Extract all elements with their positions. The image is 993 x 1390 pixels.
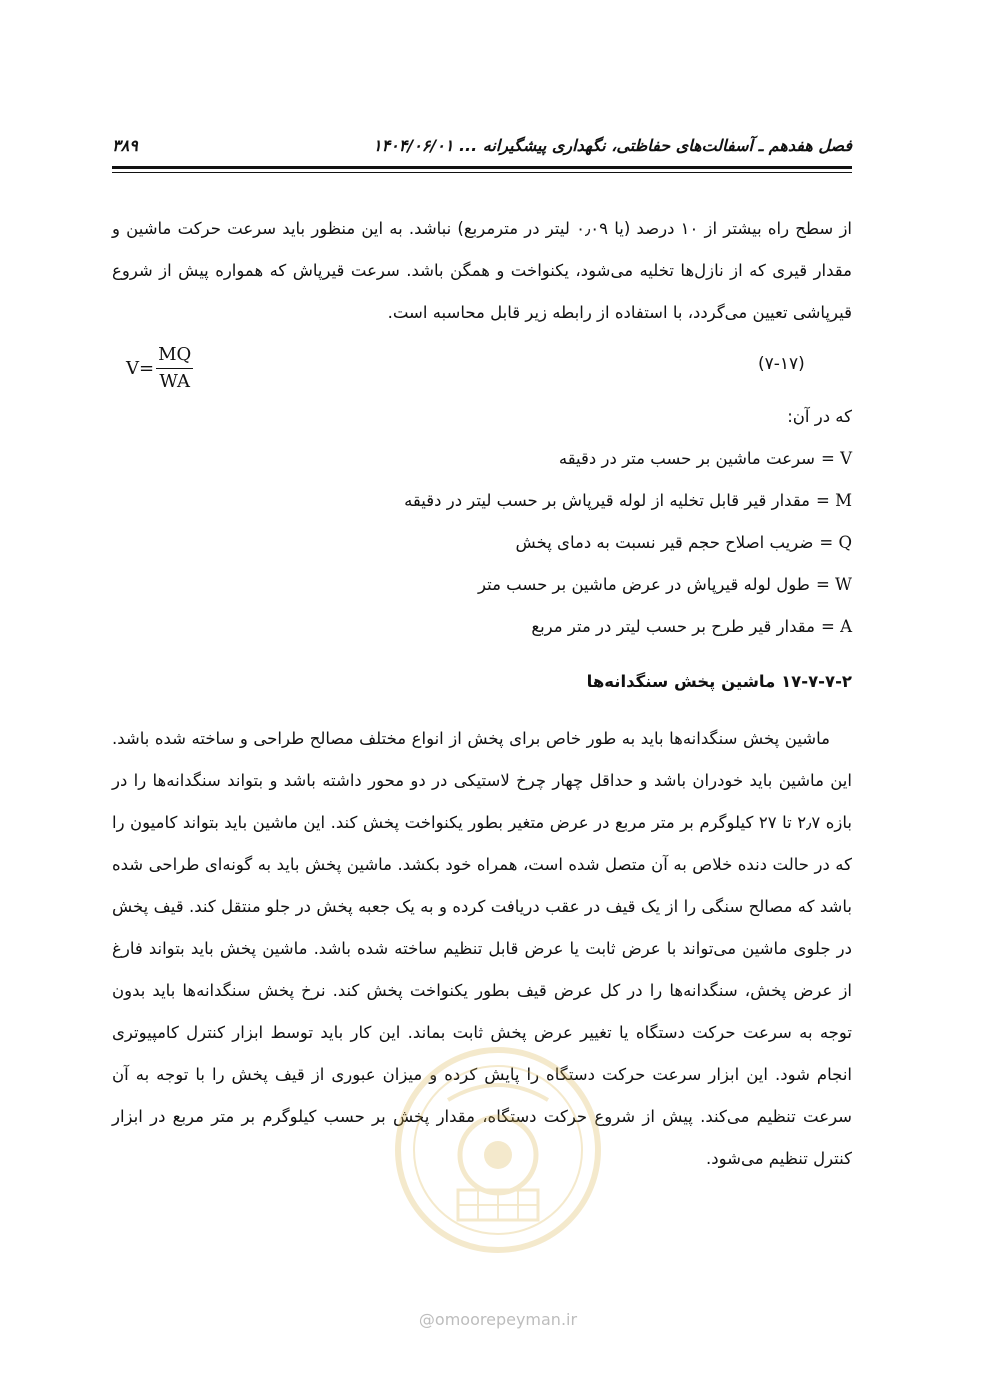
definition-text: سرعت ماشین بر حسب متر در دقیقه (558, 449, 815, 468)
definition-symbol: M = (816, 491, 852, 510)
definition-item (404, 438, 852, 480)
definition-item (404, 522, 852, 564)
definitions-list (404, 396, 852, 648)
definition-item (404, 480, 852, 522)
definition-symbol: A = (821, 617, 852, 636)
page-number: ۳۸۹ (112, 135, 138, 155)
definition-text: مقدار قیر قابل تخلیه از لوله قیرپاش بر حسب لیتر در دقیقه (404, 491, 811, 510)
watermark-seal-icon (388, 1040, 608, 1260)
definition-item (404, 564, 852, 606)
definitions-intro: که در آن: (787, 407, 852, 426)
paragraph-1 (112, 208, 852, 334)
equation-denominator: WA (159, 371, 190, 392)
definition-item (404, 606, 852, 648)
definition-text: طول لوله قیرپاش در عرض ماشین بر حسب متر (478, 575, 810, 594)
equation (126, 344, 193, 393)
equation-number: (۷-۱۷) (758, 354, 805, 374)
header-rule-thin (112, 172, 852, 173)
equation-fraction (156, 344, 193, 393)
section-heading: ۱۷-۷-۷-۲ ماشین پخش سنگدانه‌ها (586, 672, 852, 691)
watermark-text: @omoorepeyman.ir (418, 1310, 578, 1329)
definition-symbol: Q = (819, 533, 852, 552)
equation-lhs: V= (126, 358, 155, 379)
definition-text: مقدار قیر طرح بر حسب لیتر در متر مربع (531, 617, 815, 636)
running-title: فصل هفدهم ـ آسفالت‌های حفاظتی، نگهداری پیشگیرانه ... ۱۴۰۴/۰۶/۰۱ (372, 135, 852, 155)
paragraph-2-text: ماشین پخش سنگدانه‌ها باید به طور خاص برای پخش از انواع مختلف مصالح طراحی و ساخته شده باشد. این ماشین باید خودران باشد و حداقل چهار چرخ لاستیکی در دو محور داشته باشد و بتواند سنگدانه‌ها را در بازه ۲٫۷ تا ۲۷ کیلوگرم بر متر مربع در عرض متغیر بطور یکنواخت پخش کند. این ماشین باید بتواند کامیون را که در حالت دنده خلاص به آن متصل شده است، همراه خود بکشد. ماشین پخش باید به گونه‌ای طراحی شده باشد که مصالح سنگی را از یک قیف در عقب دریافت کرده و به یک جعبه پخش در جلو منتقل کند. قیف پخش در جلوی ماشین می‌تواند با عرض ثابت یا عرض قابل تنظیم ساخته شده باشد. ماشین پخش باید بتواند فارغ از عرض پخش، سنگدانه‌ها را در کل عرض قیف بطور یکنواخت پخش کند. نرخ پخش سنگدانه‌ها باید بدون توجه به سرعت حرکت دستگاه یا تغییر عرض پخش ثابت بماند. این کار باید توسط ابزار کنترل کامپیوتری انجام شود. این ابزار سرعت حرکت دستگاه را پایش کرده و میزان عبوری از قیف پخش را با توجه به آن سرعت تنظیم می‌کند. پیش از شروع حرکت دستگاه، مقدار پخش بر حسب کیلوگرم بر متر مربع در ابزار کنترل تنظیم می‌شود. (112, 729, 853, 1168)
definition-symbol: V = (821, 449, 852, 468)
header-rule-thick (112, 166, 852, 169)
equation-numerator: MQ (156, 344, 193, 369)
definition-symbol: W = (815, 575, 852, 594)
page-header (112, 130, 852, 160)
definition-text: ضریب اصلاح حجم قیر نسبت به دمای پخش (515, 533, 814, 552)
paragraph-1-text: از سطح راه بیشتر از ۱۰ درصد (یا ۰٫۰۹ لیتر در مترمربع) نباشد. به این منظور باید سرعت حرکت ماشین و مقدار قیری که از نازل‌ها تخلیه می‌شود، یکنواخت و همگن باشد. سرعت قیرپاش که همواره پیش از شروع قیرپاشی تعیین می‌گردد، با استفاده از رابطه زیر قابل محاسبه است. (112, 219, 852, 322)
